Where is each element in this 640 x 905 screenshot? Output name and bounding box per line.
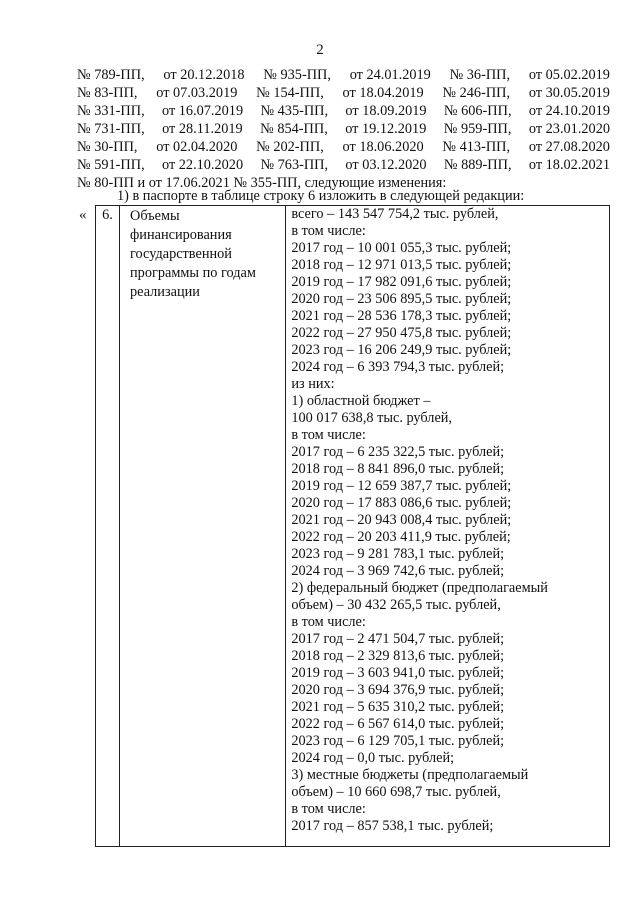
row-value-line: объем) – 30 432 265,5 тыс. рублей, — [291, 597, 501, 613]
decree-date: от 07.03.2019 — [156, 85, 238, 101]
decree-date: от 19.12.2019 — [345, 121, 427, 137]
decree-number: № 413-ПП, — [442, 139, 511, 155]
row-value-line: 2020 год – 17 883 086,6 тыс. рублей; — [291, 495, 512, 511]
decree-date: от 24.10.2019 — [528, 103, 610, 119]
row-value-line: 3) местные бюджеты (предполагаемый — [291, 767, 529, 783]
row-name — [120, 206, 285, 303]
decree-date: от 18.02.2021 — [528, 157, 610, 173]
decree-row — [77, 66, 610, 84]
row-value-line: 2023 год – 16 206 249,9 тыс. рублей; — [291, 342, 512, 358]
decree-row — [77, 120, 610, 138]
decree-number: № 202-ПП, — [256, 139, 324, 155]
row-value-line: 2021 год – 5 635 310,2 тыс. рублей; — [291, 699, 505, 715]
row-value-line: 2023 год – 6 129 705,1 тыс. рублей; — [291, 733, 505, 749]
page-number: 2 — [316, 42, 324, 58]
decree-number: № 959-ПП, — [443, 121, 512, 137]
row-value-line: в том числе: — [291, 614, 366, 630]
passport-table — [95, 205, 610, 847]
decree-date: от 18.09.2019 — [345, 103, 427, 119]
decree-number: № 854-ПП, — [260, 121, 328, 137]
row-name-line: финансирования — [130, 227, 232, 243]
row-value-line: 2017 год – 10 001 055,3 тыс. рублей; — [291, 240, 512, 256]
decree-date: от 20.12.2018 — [163, 67, 245, 83]
decree-date: от 05.02.2019 — [528, 67, 610, 83]
decree-row — [77, 138, 610, 156]
decree-number: № 331-ПП, — [77, 103, 145, 119]
row-number-cell — [96, 206, 120, 847]
decree-date: от 28.11.2019 — [162, 121, 243, 137]
decree-number: № 30-ПП, — [77, 139, 138, 155]
decree-date: от 03.12.2020 — [345, 157, 427, 173]
decree-date: от 02.04.2020 — [156, 139, 238, 155]
row-value-line: 2022 год – 6 567 614,0 тыс. рублей; — [291, 716, 505, 732]
decree-row — [77, 102, 610, 120]
decree-number: № 789-ПП, — [77, 67, 145, 83]
row-value-line: 2020 год – 3 694 376,9 тыс. рублей; — [291, 682, 505, 698]
row-value-line: 2019 год – 17 982 091,6 тыс. рублей; — [291, 274, 512, 290]
decree-date: от 23.01.2020 — [528, 121, 610, 137]
decree-list — [77, 66, 610, 192]
row-value-line: 2021 год – 20 943 008,4 тыс. рублей; — [291, 512, 512, 528]
row-value-line: 2020 год – 23 506 895,5 тыс. рублей; — [291, 291, 512, 307]
decree-number: № 154-ПП, — [256, 85, 324, 101]
table-row — [96, 206, 610, 847]
row-value-line: 2019 год – 12 659 387,7 тыс. рублей; — [291, 478, 512, 494]
row-number: 6. — [102, 207, 113, 223]
decree-date: от 18.06.2020 — [342, 139, 424, 155]
decree-last-line: № 80-ПП и от 17.06.2021 № 355-ПП, следующие изменения: — [77, 175, 447, 191]
row-value-line: 2017 год – 857 538,1 тыс. рублей; — [291, 818, 494, 834]
row-value-line: 2018 год – 2 329 813,6 тыс. рублей; — [291, 648, 505, 664]
row-value-line: 2017 год – 2 471 504,7 тыс. рублей; — [291, 631, 505, 647]
row-value-line: объем) – 10 660 698,7 тыс. рублей, — [291, 784, 501, 800]
decree-date: от 18.04.2019 — [342, 85, 424, 101]
row-value-line: 2019 год – 3 603 941,0 тыс. рублей; — [291, 665, 505, 681]
row-value-line: из них: — [291, 376, 335, 392]
decree-date: от 22.10.2020 — [161, 157, 244, 173]
decree-number: № 763-ПП, — [260, 157, 329, 173]
decree-number: № 606-ПП, — [443, 103, 512, 119]
row-value-line: 100 017 638,8 тыс. рублей, — [291, 410, 453, 426]
row-value-line: 2018 год – 8 841 896,0 тыс. рублей; — [291, 461, 505, 477]
row-value-line: 2024 год – 0,0 тыс. рублей; — [291, 750, 455, 766]
row-value-line: 2021 год – 28 536 178,3 тыс. рублей; — [291, 308, 512, 324]
row-value-line: в том числе: — [291, 801, 366, 817]
decree-date: от 24.01.2019 — [349, 67, 431, 83]
decree-row — [77, 156, 610, 174]
row-name-line: реализации — [130, 284, 200, 300]
row-name-cell — [120, 206, 286, 847]
decree-number: № 83-ПП, — [77, 85, 138, 101]
row-value-line: 2022 год – 20 203 411,9 тыс. рублей; — [291, 529, 511, 545]
row-value-line: 2024 год – 3 969 742,6 тыс. рублей; — [291, 563, 505, 579]
decree-number: № 435-ПП, — [260, 103, 329, 119]
row-value-line: в том числе: — [291, 427, 366, 443]
row-value — [286, 206, 609, 835]
row-value-line: всего – 143 547 754,2 тыс. рублей, — [291, 206, 499, 222]
decree-date: от 16.07.2019 — [161, 103, 244, 119]
decree-row — [77, 84, 610, 102]
row-value-line: 2018 год – 12 971 013,5 тыс. рублей; — [291, 257, 512, 273]
row-value-cell — [286, 206, 610, 847]
decree-date: от 30.05.2019 — [528, 85, 610, 101]
intro-text: 1) в паспорте в таблице строку 6 изложить в следующей редакции: — [117, 188, 525, 204]
row-value-line: в том числе: — [291, 223, 366, 239]
decree-number: № 731-ПП, — [77, 121, 145, 137]
row-name-line: Объемы — [130, 208, 180, 224]
row-value-line: 2022 год – 27 950 475,8 тыс. рублей; — [291, 325, 512, 341]
row-value-line: 2) федеральный бюджет (предполагаемый — [291, 580, 548, 596]
decree-number: № 591-ПП, — [77, 157, 145, 173]
decree-number: № 889-ПП, — [443, 157, 512, 173]
row-value-line: 2024 год – 6 393 794,3 тыс. рублей; — [291, 359, 505, 375]
row-name-line: программы по годам — [130, 265, 256, 281]
decree-number: № 36-ПП, — [449, 67, 511, 83]
decree-rows — [77, 66, 610, 174]
row-value-line: 2023 год – 9 281 783,1 тыс. рублей; — [291, 546, 505, 562]
decree-date: от 27.08.2020 — [528, 139, 610, 155]
row-value-line: 2017 год – 6 235 322,5 тыс. рублей; — [291, 444, 505, 460]
row-name-line: государственной — [130, 246, 232, 262]
quote-open: « — [79, 207, 87, 223]
decree-number: № 246-ПП, — [442, 85, 511, 101]
row-value-line: 1) областной бюджет – — [291, 393, 431, 409]
decree-number: № 935-ПП, — [263, 67, 331, 83]
